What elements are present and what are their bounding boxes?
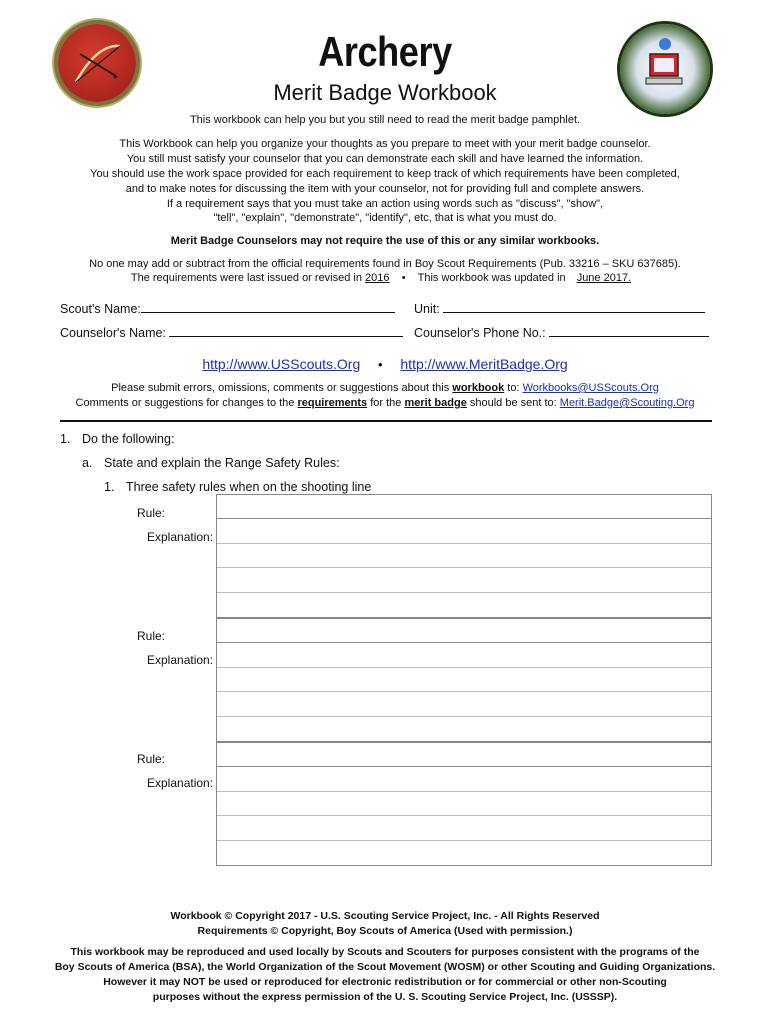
explanation-3-line[interactable] [217,816,711,840]
requirement-1a-text: State and explain the Range Safety Rules: [104,456,340,470]
feedback-line-2 [0,396,770,411]
revision-line [0,271,770,286]
workbooks-email-link[interactable]: Workbooks@USScouts.Org [522,382,659,394]
official-requirements-line: No one may add or subtract from the official requirements found in Boy Scout Requirements (Pub. 33216 – SKU 637685). [89,258,681,270]
updated-date: June 2017. [576,272,632,284]
copyright-line-1: Workbook © Copyright 2017 - U.S. Scouting Service Project, Inc. - All Rights Reserved [170,910,600,922]
counselor-name-line[interactable] [169,325,403,337]
counselor-name-label: Counselor's Name: [60,326,166,340]
intro-line-3: You should use the work space provided for each requirement to keep track of which requirements have been completed, [90,168,680,180]
unit-label: Unit: [414,302,440,316]
rule-1-input[interactable] [217,495,711,519]
requirement-1-text: Do the following: [82,432,175,446]
scout-name-label: Scout's Name: [60,302,141,316]
license-line-3: However it may NOT be used or reproduced for electronic redistribution or for commercial or other non-Scouting [103,976,667,988]
unit-line[interactable] [443,301,705,313]
merit-badge-word: merit badge [404,397,467,409]
rule-label-2: Rule: [137,629,166,643]
requirement-1a1-number: 1. [104,480,115,494]
bullet-separator: • [401,272,406,284]
explanation-3-line[interactable] [217,767,711,791]
explanation-3-line[interactable] [217,841,711,865]
usscouts-link[interactable]: http://www.USScouts.Org [202,356,361,372]
rule-2-input[interactable] [217,619,711,643]
requirement-1-number: 1. [60,432,71,446]
rule-3-input[interactable] [217,743,711,767]
scout-name-line[interactable] [141,301,395,313]
rule-label-3: Rule: [137,752,166,766]
intro-line-5: If a requirement says that you must take an action using words such as "discuss", "show", [166,198,604,210]
copyright-line-2: Requirements © Copyright, Boy Scouts of America (Used with permission.) [197,925,573,937]
counselor-phone-line[interactable] [549,325,709,337]
links-separator: • [378,357,383,372]
requirement-1a1-text: Three safety rules when on the shooting line [126,480,372,494]
issued-prefix: The requirements were last issued or revised in [130,272,366,284]
explanation-label-3: Explanation: [147,776,214,790]
explanation-2-line[interactable] [217,692,711,716]
unit-field[interactable] [414,301,705,316]
explanation-1-line[interactable] [217,544,711,568]
intro-line-2: You still must satisfy your counselor that you can demonstrate each skill and have learned the information. [126,153,644,165]
intro-line-1: This Workbook can help you organize your thoughts as you prepare to meet with your merit badge counselor. [119,138,651,150]
counselor-name-field[interactable] [60,325,403,340]
explanation-label-1: Explanation: [147,530,214,544]
feedback-line-1 [0,381,770,396]
workbook-word: workbook [452,382,505,394]
license-line-1: This workbook may be reproduced and used locally by Scouts and Scouters for purposes consistent with the programs of the [70,946,700,958]
meritbadge-link[interactable]: http://www.MeritBadge.Org [400,356,568,372]
issued-year: 2016 [365,272,390,284]
page-title: Archery [318,28,452,75]
page-subtitle: Merit Badge Workbook [273,80,497,105]
website-links [0,356,770,374]
intro-line-6: "tell", "explain", "demonstrate", "identify", etc, that is what you must do. [213,212,557,224]
requirements-word: requirements [297,397,368,409]
merit-badge-email-link[interactable]: Merit.Badge@Scouting.Org [559,397,695,409]
rule-label-1: Rule: [137,506,166,520]
updated-prefix: This workbook was updated in [417,272,569,284]
explanation-1-line[interactable] [217,568,711,592]
section-divider [60,420,712,422]
feedback-text: Please submit errors, omissions, comments or suggestions about this [111,382,453,394]
rule-3-answer-box[interactable] [216,742,712,866]
counselor-notice: Merit Badge Counselors may not require the use of this or any similar workbooks. [170,235,600,247]
explanation-1-line[interactable] [217,519,711,543]
explanation-label-2: Explanation: [147,653,214,667]
scout-name-field[interactable] [60,301,395,316]
explanation-2-line[interactable] [217,668,711,692]
requirement-1a-number: a. [82,456,93,470]
tagline: This workbook can help you but you still need to read the merit badge pamphlet. [189,114,581,126]
explanation-2-line[interactable] [217,643,711,667]
feedback-text: for the [367,397,405,409]
feedback-text: to: [504,382,523,394]
license-line-2: Boy Scouts of America (BSA), the World Organization of the Scout Movement (WOSM) or other Scouting and Guiding Organizations. [54,961,716,973]
explanation-3-line[interactable] [217,792,711,816]
counselor-phone-label: Counselor's Phone No.: [414,326,546,340]
intro-line-4: and to make notes for discussing the item with your counselor, not for providing full and complete answers. [125,183,645,195]
explanation-2-line[interactable] [217,717,711,741]
explanation-1-line[interactable] [217,593,711,617]
rule-1-answer-box[interactable] [216,494,712,618]
rule-2-answer-box[interactable] [216,618,712,742]
feedback-text: should be sent to: [466,397,560,409]
counselor-phone-field[interactable] [414,325,709,340]
feedback-text: Comments or suggestions for changes to the [75,397,298,409]
license-line-4: purposes without the express permission of the U. S. Scouting Service Project, Inc. (USSSP). [152,991,618,1003]
